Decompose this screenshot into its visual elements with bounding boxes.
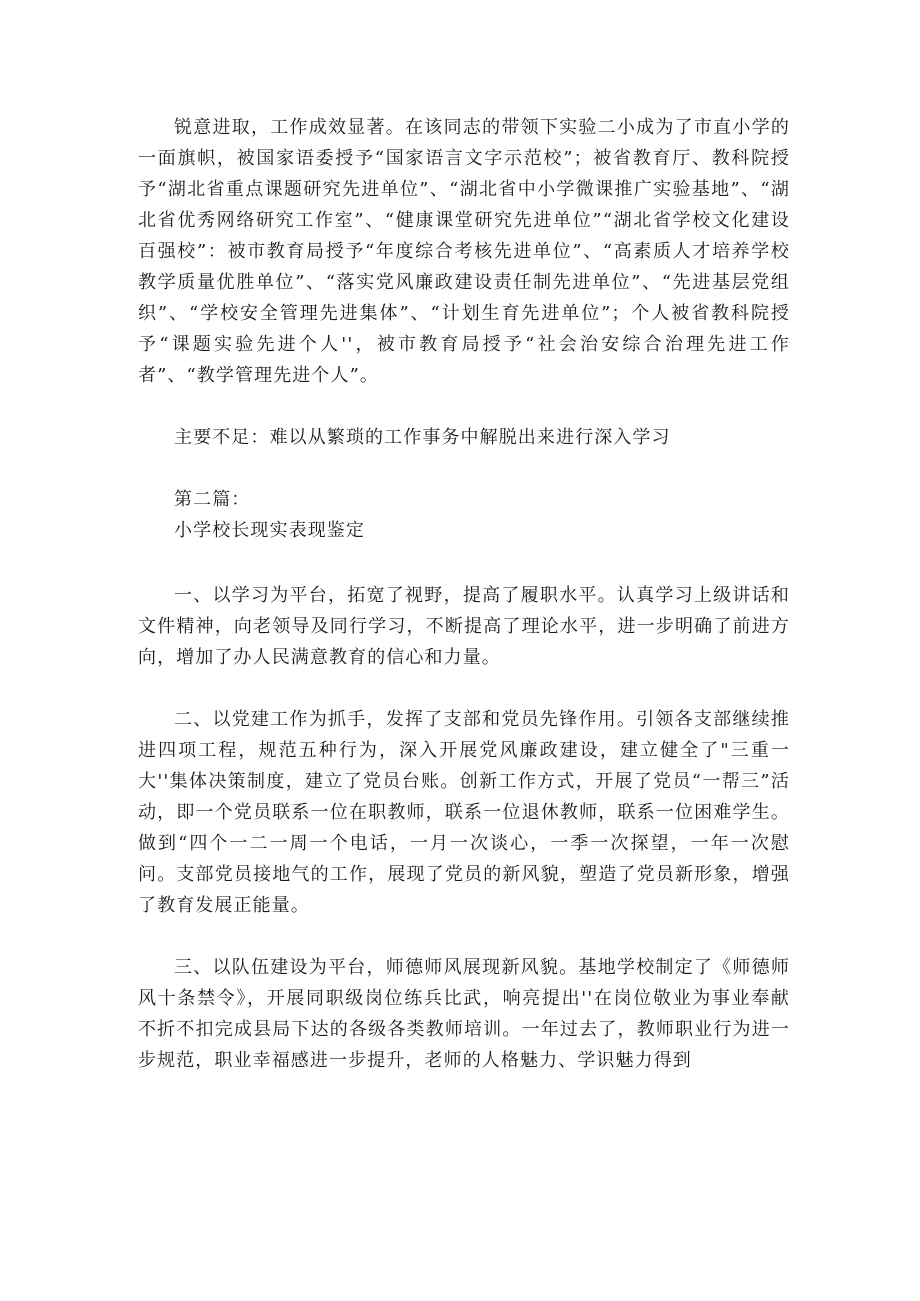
paragraph-team-building: 三、以队伍建设为平台，师德师风展现新风貌。基地学校制定了《师德师风十条禁令》，开展同职级岗位练兵比武，响亮提出''在岗位敬业为事业奉献不折不扣完成县局下达的各级各类教师培训。一年过去了，教师职业行为进一步规范，职业幸福感进一步提升，老师的人格魅力、学识魅力得到 [138, 957, 790, 1071]
paragraph-achievements: 锐意进取，工作成效显著。在该同志的带领下实验二小成为了市直小学的一面旗帜，被国家语委授予“国家语言文字示范校”；被省教育厅、教科院授予“湖北省重点课题研究先进单位”、“湖北省中小学微课推广实验基地”、“湖北省优秀网络研究工作室”、“健康课堂研究先进单位”“湖北省学校文化建设百强校”：被市教育局授予“年度综合考核先进单位”、“高素质人才培养学校教学质量优胜单位”、“落实党风廉政建设责任制先进单位”、“先进基层党组织”、“学校安全管理先进集体”、“计划生育先进单位”；个人被省教科院授予“课题实验先进个人''，被市教育局授予“社会治安综合治理先进工作者”、“教学管理先进个人”。 [138, 117, 790, 386]
section-title: 小学校长现实表现鉴定 [174, 520, 365, 541]
document-page [138, 112, 790, 1076]
paragraph-party-building: 二、以党建工作为抓手，发挥了支部和党员先锋作用。引领各支部继续推进四项工程，规范五种行为，深入开展党风廉政建设，建立健全了"三重一大''集体决策制度，建立了党员台账。创新工作方式，开展了党员“一帮三”活动，即一个党员联系一位在职教师，联系一位退休教师，联系一位困难学生。做到“四个一二一周一个电话，一月一次谈心，一季一次探望，一年一次慰问。支部党员接地气的工作，展现了党员的新风貌，塑造了党员新形象，增强了教育发展正能量。 [138, 709, 790, 916]
paragraph-shortcomings: 主要不足：难以从繁琐的工作事务中解脱出来进行深入学习 [174, 427, 671, 448]
section-heading: 第二篇： [174, 489, 251, 510]
paragraph-study-platform: 一、以学习为平台，拓宽了视野，提高了履职水平。认真学习上级讲话和文件精神，向老领导及同行学习，不断提高了理论水平，进一步明确了前进方向，增加了办人民满意教育的信心和力量。 [138, 585, 790, 668]
